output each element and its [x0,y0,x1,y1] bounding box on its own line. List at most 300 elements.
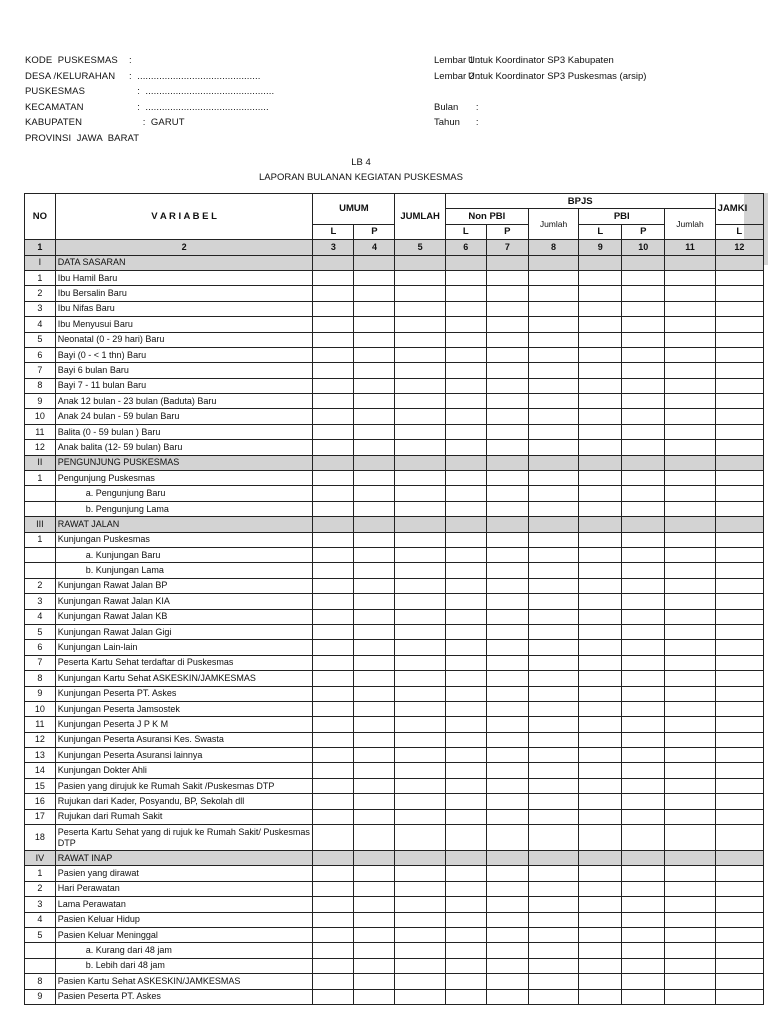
data-cell[interactable] [622,748,665,763]
data-cell[interactable] [579,866,622,881]
data-cell[interactable] [445,270,486,285]
data-cell[interactable] [486,486,528,501]
data-cell[interactable] [622,655,665,670]
data-cell[interactable] [665,778,715,793]
data-cell[interactable] [445,851,486,866]
data-cell[interactable] [313,866,354,881]
data-cell[interactable] [579,471,622,486]
data-cell[interactable] [528,671,578,686]
data-cell[interactable] [313,897,354,912]
data-cell[interactable] [528,778,578,793]
data-cell[interactable] [622,578,665,593]
data-cell[interactable] [715,517,763,532]
data-cell[interactable] [579,655,622,670]
data-cell[interactable] [715,501,763,516]
data-cell[interactable] [665,332,715,347]
data-cell[interactable] [528,897,578,912]
data-cell[interactable] [528,394,578,409]
data-cell[interactable] [395,532,445,547]
data-cell[interactable] [313,701,354,716]
data-cell[interactable] [579,409,622,424]
data-cell[interactable] [445,471,486,486]
data-cell[interactable] [486,517,528,532]
data-cell[interactable] [395,486,445,501]
data-cell[interactable] [622,363,665,378]
data-cell[interactable] [715,809,763,824]
data-cell[interactable] [486,825,528,851]
data-cell[interactable] [665,927,715,942]
data-cell[interactable] [354,732,395,747]
data-cell[interactable] [665,851,715,866]
data-cell[interactable] [354,655,395,670]
data-cell[interactable] [528,851,578,866]
data-cell[interactable] [622,394,665,409]
data-cell[interactable] [313,270,354,285]
data-cell[interactable] [486,748,528,763]
data-cell[interactable] [528,655,578,670]
data-cell[interactable] [445,378,486,393]
data-cell[interactable] [395,881,445,896]
data-cell[interactable] [665,974,715,989]
data-cell[interactable] [528,255,578,270]
data-cell[interactable] [715,363,763,378]
data-cell[interactable] [354,270,395,285]
data-cell[interactable] [528,286,578,301]
data-cell[interactable] [715,897,763,912]
data-cell[interactable] [445,563,486,578]
data-cell[interactable] [528,563,578,578]
data-cell[interactable] [579,424,622,439]
data-cell[interactable] [313,424,354,439]
data-cell[interactable] [395,455,445,470]
data-cell[interactable] [715,301,763,316]
data-cell[interactable] [715,255,763,270]
data-cell[interactable] [486,881,528,896]
data-cell[interactable] [665,578,715,593]
data-cell[interactable] [445,532,486,547]
data-cell[interactable] [445,517,486,532]
data-cell[interactable] [313,748,354,763]
data-cell[interactable] [313,286,354,301]
data-cell[interactable] [528,317,578,332]
data-cell[interactable] [528,501,578,516]
data-cell[interactable] [528,517,578,532]
data-cell[interactable] [665,409,715,424]
data-cell[interactable] [579,486,622,501]
data-cell[interactable] [313,547,354,562]
data-cell[interactable] [313,578,354,593]
data-cell[interactable] [622,958,665,973]
data-cell[interactable] [579,255,622,270]
data-cell[interactable] [395,394,445,409]
data-cell[interactable] [486,686,528,701]
data-cell[interactable] [715,532,763,547]
data-cell[interactable] [579,794,622,809]
data-cell[interactable] [395,958,445,973]
data-cell[interactable] [486,409,528,424]
data-cell[interactable] [354,517,395,532]
data-cell[interactable] [354,686,395,701]
data-cell[interactable] [395,686,445,701]
data-cell[interactable] [486,655,528,670]
data-cell[interactable] [313,594,354,609]
data-cell[interactable] [445,317,486,332]
data-cell[interactable] [579,974,622,989]
data-cell[interactable] [528,748,578,763]
data-cell[interactable] [528,974,578,989]
data-cell[interactable] [715,563,763,578]
data-cell[interactable] [665,825,715,851]
data-cell[interactable] [622,809,665,824]
data-cell[interactable] [665,255,715,270]
data-cell[interactable] [579,563,622,578]
data-cell[interactable] [486,286,528,301]
data-cell[interactable] [528,732,578,747]
data-cell[interactable] [313,394,354,409]
data-cell[interactable] [354,624,395,639]
data-cell[interactable] [313,255,354,270]
data-cell[interactable] [354,609,395,624]
data-cell[interactable] [579,717,622,732]
data-cell[interactable] [579,881,622,896]
data-cell[interactable] [528,363,578,378]
data-cell[interactable] [395,912,445,927]
data-cell[interactable] [715,609,763,624]
data-cell[interactable] [354,301,395,316]
data-cell[interactable] [622,409,665,424]
data-cell[interactable] [715,943,763,958]
data-cell[interactable] [528,912,578,927]
data-cell[interactable] [354,943,395,958]
data-cell[interactable] [622,517,665,532]
data-cell[interactable] [528,440,578,455]
data-cell[interactable] [313,301,354,316]
data-cell[interactable] [354,912,395,927]
data-cell[interactable] [715,927,763,942]
data-cell[interactable] [579,825,622,851]
data-cell[interactable] [445,409,486,424]
data-cell[interactable] [486,471,528,486]
data-cell[interactable] [445,440,486,455]
data-cell[interactable] [486,974,528,989]
data-cell[interactable] [622,378,665,393]
data-cell[interactable] [445,701,486,716]
data-cell[interactable] [486,866,528,881]
data-cell[interactable] [715,655,763,670]
data-cell[interactable] [486,378,528,393]
data-cell[interactable] [313,958,354,973]
data-cell[interactable] [445,974,486,989]
data-cell[interactable] [313,778,354,793]
data-cell[interactable] [313,563,354,578]
data-cell[interactable] [445,912,486,927]
data-cell[interactable] [579,671,622,686]
data-cell[interactable] [579,912,622,927]
data-cell[interactable] [354,486,395,501]
data-cell[interactable] [665,317,715,332]
data-cell[interactable] [665,958,715,973]
data-cell[interactable] [395,578,445,593]
data-cell[interactable] [445,655,486,670]
data-cell[interactable] [622,778,665,793]
data-cell[interactable] [313,517,354,532]
data-cell[interactable] [486,363,528,378]
data-cell[interactable] [622,501,665,516]
data-cell[interactable] [445,363,486,378]
data-cell[interactable] [445,897,486,912]
data-cell[interactable] [715,825,763,851]
data-cell[interactable] [395,332,445,347]
data-cell[interactable] [665,455,715,470]
data-cell[interactable] [622,881,665,896]
data-cell[interactable] [445,732,486,747]
data-cell[interactable] [665,748,715,763]
data-cell[interactable] [665,517,715,532]
data-cell[interactable] [486,394,528,409]
data-cell[interactable] [486,897,528,912]
data-cell[interactable] [665,347,715,362]
data-cell[interactable] [665,440,715,455]
data-cell[interactable] [622,912,665,927]
data-cell[interactable] [579,270,622,285]
data-cell[interactable] [313,989,354,1004]
data-cell[interactable] [622,794,665,809]
data-cell[interactable] [579,989,622,1004]
data-cell[interactable] [715,486,763,501]
data-cell[interactable] [395,563,445,578]
data-cell[interactable] [715,624,763,639]
data-cell[interactable] [445,686,486,701]
data-cell[interactable] [665,609,715,624]
data-cell[interactable] [395,866,445,881]
data-cell[interactable] [665,286,715,301]
data-cell[interactable] [486,943,528,958]
data-cell[interactable] [445,455,486,470]
data-cell[interactable] [528,578,578,593]
data-cell[interactable] [395,378,445,393]
data-cell[interactable] [622,974,665,989]
data-cell[interactable] [445,943,486,958]
data-cell[interactable] [528,825,578,851]
data-cell[interactable] [528,486,578,501]
data-cell[interactable] [395,347,445,362]
data-cell[interactable] [528,989,578,1004]
data-cell[interactable] [715,378,763,393]
data-cell[interactable] [313,501,354,516]
data-cell[interactable] [665,547,715,562]
data-cell[interactable] [715,471,763,486]
data-cell[interactable] [622,717,665,732]
data-cell[interactable] [395,624,445,639]
data-cell[interactable] [486,255,528,270]
data-cell[interactable] [715,424,763,439]
data-cell[interactable] [354,778,395,793]
data-cell[interactable] [486,270,528,285]
data-cell[interactable] [354,717,395,732]
data-cell[interactable] [486,624,528,639]
data-cell[interactable] [313,332,354,347]
data-cell[interactable] [622,563,665,578]
data-cell[interactable] [622,594,665,609]
data-cell[interactable] [313,624,354,639]
data-cell[interactable] [354,897,395,912]
data-cell[interactable] [579,378,622,393]
data-cell[interactable] [354,378,395,393]
data-cell[interactable] [665,532,715,547]
data-cell[interactable] [486,455,528,470]
data-cell[interactable] [354,547,395,562]
data-cell[interactable] [665,270,715,285]
data-cell[interactable] [715,763,763,778]
data-cell[interactable] [354,701,395,716]
data-cell[interactable] [715,717,763,732]
data-cell[interactable] [313,912,354,927]
data-cell[interactable] [354,881,395,896]
data-cell[interactable] [622,763,665,778]
data-cell[interactable] [579,347,622,362]
data-cell[interactable] [313,363,354,378]
data-cell[interactable] [622,943,665,958]
data-cell[interactable] [486,701,528,716]
data-cell[interactable] [445,594,486,609]
data-cell[interactable] [445,286,486,301]
data-cell[interactable] [354,363,395,378]
data-cell[interactable] [528,424,578,439]
data-cell[interactable] [354,286,395,301]
data-cell[interactable] [528,927,578,942]
data-cell[interactable] [665,594,715,609]
data-cell[interactable] [395,471,445,486]
data-cell[interactable] [445,578,486,593]
data-cell[interactable] [354,455,395,470]
data-cell[interactable] [622,547,665,562]
data-cell[interactable] [528,701,578,716]
data-cell[interactable] [313,378,354,393]
data-cell[interactable] [445,301,486,316]
data-cell[interactable] [579,609,622,624]
data-cell[interactable] [622,255,665,270]
data-cell[interactable] [579,701,622,716]
data-cell[interactable] [665,989,715,1004]
data-cell[interactable] [715,881,763,896]
data-cell[interactable] [486,717,528,732]
data-cell[interactable] [395,501,445,516]
data-cell[interactable] [528,640,578,655]
data-cell[interactable] [665,655,715,670]
data-cell[interactable] [622,671,665,686]
data-cell[interactable] [486,671,528,686]
data-cell[interactable] [395,517,445,532]
data-cell[interactable] [395,547,445,562]
data-cell[interactable] [665,640,715,655]
data-cell[interactable] [579,455,622,470]
data-cell[interactable] [622,732,665,747]
data-cell[interactable] [354,532,395,547]
data-cell[interactable] [528,332,578,347]
data-cell[interactable] [354,409,395,424]
data-cell[interactable] [486,301,528,316]
data-cell[interactable] [622,347,665,362]
data-cell[interactable] [486,958,528,973]
data-cell[interactable] [395,440,445,455]
data-cell[interactable] [622,301,665,316]
data-cell[interactable] [579,501,622,516]
data-cell[interactable] [579,943,622,958]
data-cell[interactable] [528,717,578,732]
data-cell[interactable] [665,624,715,639]
data-cell[interactable] [715,866,763,881]
data-cell[interactable] [395,717,445,732]
data-cell[interactable] [622,866,665,881]
data-cell[interactable] [486,317,528,332]
data-cell[interactable] [354,866,395,881]
data-cell[interactable] [486,578,528,593]
data-cell[interactable] [486,332,528,347]
data-cell[interactable] [313,347,354,362]
data-cell[interactable] [715,748,763,763]
data-cell[interactable] [395,778,445,793]
data-cell[interactable] [445,332,486,347]
data-cell[interactable] [579,640,622,655]
data-cell[interactable] [622,989,665,1004]
data-cell[interactable] [395,732,445,747]
data-cell[interactable] [579,301,622,316]
data-cell[interactable] [579,332,622,347]
data-cell[interactable] [665,424,715,439]
data-cell[interactable] [528,378,578,393]
data-cell[interactable] [622,701,665,716]
data-cell[interactable] [579,748,622,763]
data-cell[interactable] [445,866,486,881]
data-cell[interactable] [715,317,763,332]
data-cell[interactable] [354,440,395,455]
data-cell[interactable] [445,424,486,439]
data-cell[interactable] [715,594,763,609]
data-cell[interactable] [715,794,763,809]
data-cell[interactable] [528,686,578,701]
data-cell[interactable] [579,286,622,301]
data-cell[interactable] [354,501,395,516]
data-cell[interactable] [715,974,763,989]
data-cell[interactable] [313,974,354,989]
data-cell[interactable] [313,455,354,470]
data-cell[interactable] [445,640,486,655]
data-cell[interactable] [313,927,354,942]
data-cell[interactable] [528,270,578,285]
data-cell[interactable] [445,881,486,896]
data-cell[interactable] [665,301,715,316]
data-cell[interactable] [715,732,763,747]
data-cell[interactable] [665,809,715,824]
data-cell[interactable] [665,732,715,747]
data-cell[interactable] [486,778,528,793]
data-cell[interactable] [313,317,354,332]
data-cell[interactable] [354,347,395,362]
data-cell[interactable] [395,671,445,686]
data-cell[interactable] [486,640,528,655]
data-cell[interactable] [445,609,486,624]
data-cell[interactable] [486,440,528,455]
data-cell[interactable] [715,409,763,424]
data-cell[interactable] [445,255,486,270]
data-cell[interactable] [579,394,622,409]
data-cell[interactable] [445,748,486,763]
data-cell[interactable] [395,594,445,609]
data-cell[interactable] [313,881,354,896]
data-cell[interactable] [395,286,445,301]
data-cell[interactable] [486,794,528,809]
data-cell[interactable] [528,409,578,424]
